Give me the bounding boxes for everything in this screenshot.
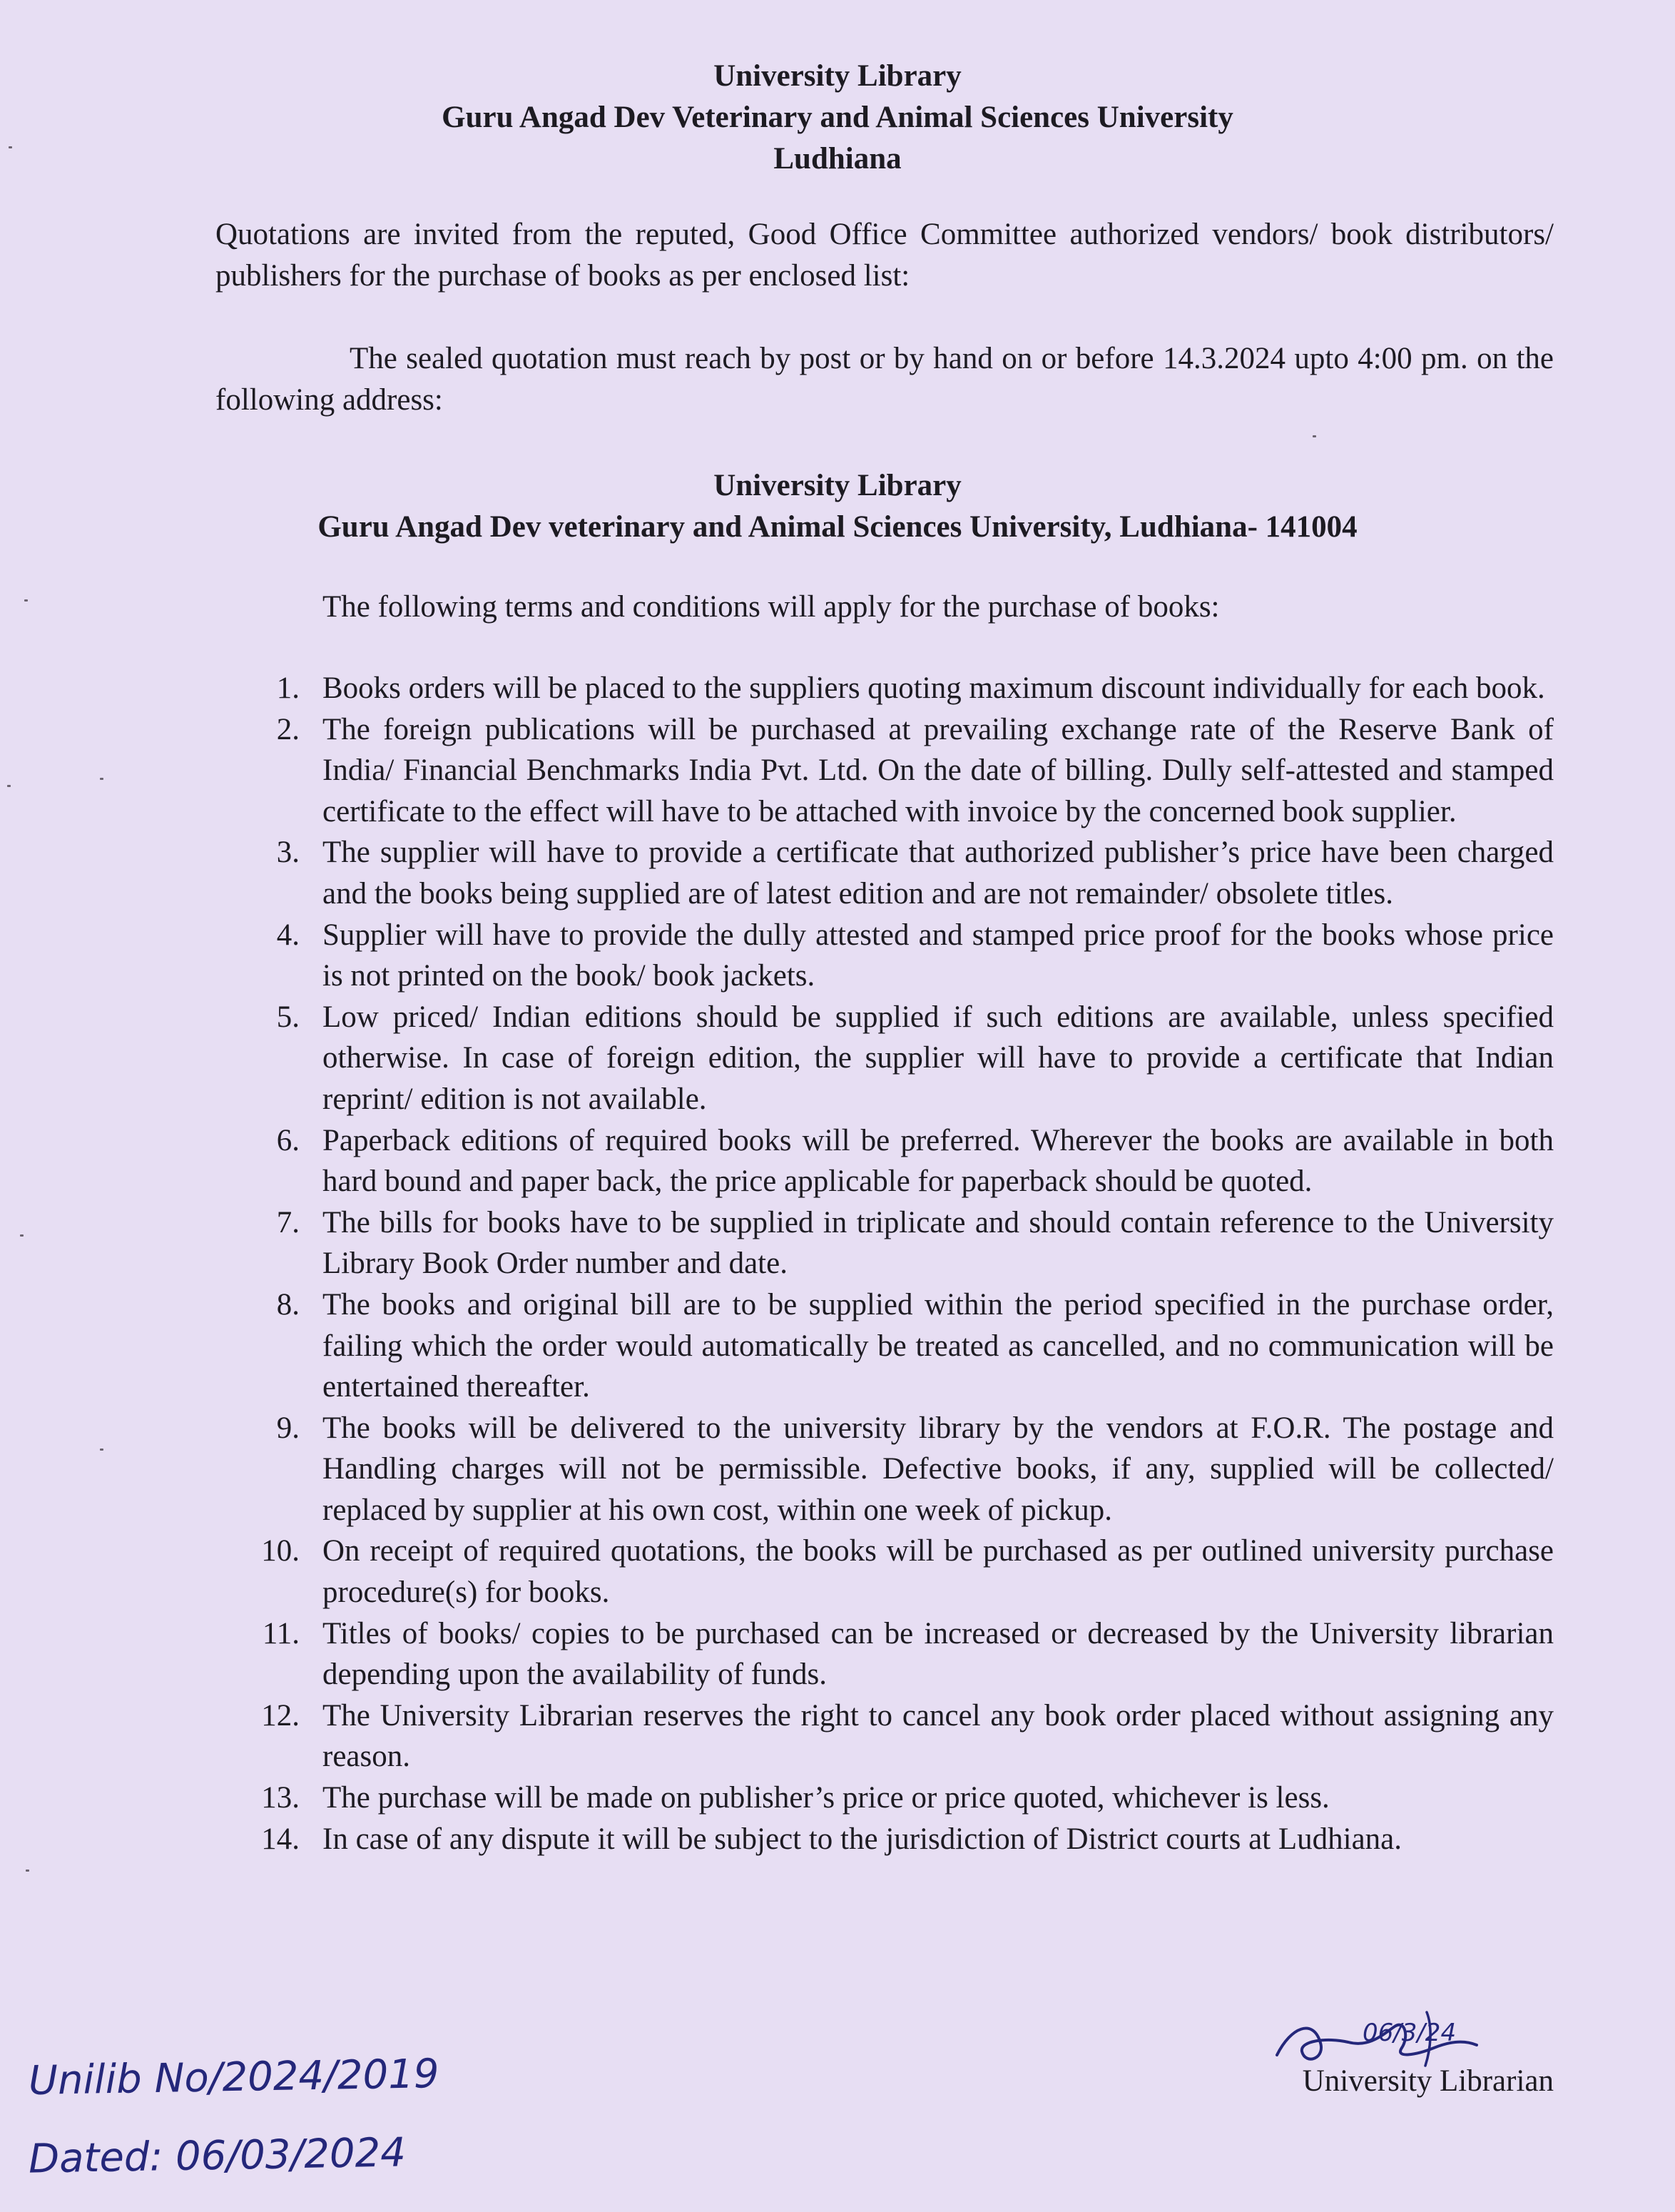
term-number: 14. [261,1822,300,1856]
term-number: 2. [276,712,300,746]
delivery-address [0,465,1675,548]
term-text: Paperback editions of required books will be preferred. Wherever the books are available in both hard bound and paper back, the price applicable for paperback should be quoted. [322,1123,1554,1199]
term-text: On receipt of required quotations, the books will be purchased as per outlined university purchase procedure(s) for books. [322,1534,1554,1610]
term-number: 7. [276,1205,300,1239]
term-number: 1. [276,671,300,705]
signature-date: 06/3/24 [1363,2019,1457,2047]
term-item [215,1531,1554,1613]
term-number: 4. [276,918,300,952]
term-text: In case of any dispute it will be subject to the jurisdiction of District courts at Ludhiana. [322,1822,1402,1856]
term-text: The books will be delivered to the university library by the vendors at F.O.R. The postage and Handling charges will not be permissible. Defective books, if any, supplied will be collected/ replaced by supplier at his own cost, within one week of pickup. [322,1411,1554,1527]
term-item [215,1408,1554,1531]
term-number: 3. [276,836,300,870]
term-number: 12. [261,1698,300,1732]
scan-speck [100,1449,103,1451]
signatory-title: University Librarian [1302,2064,1554,2098]
scan-speck [26,1869,29,1872]
intro-paragraph: Quotations are invited from the reputed, Good Office Committee authorized vendors/ book distributors/ publishers for the purchase of books as per enclosed list: [215,218,1554,293]
term-text: The foreign publications will be purchased at prevailing exchange rate of the Reserve Bank of India/ Financial Benchmarks India Pvt. Ltd. On the date of billing. Dully self-attested and stamped certificate to the effect will have to be attached with invoice by the concerned book supplier. [322,712,1554,828]
term-number: 10. [261,1534,300,1568]
term-text: Supplier will have to provide the dully attested and stamped price proof for the books whose price is not printed on the book/ book jackets. [322,918,1554,993]
term-text: Low priced/ Indian editions should be supplied if such editions are available, unless specified otherwise. In case of foreign edition, the supplier will have to provide a certificate that Indian reprint/ edition is not available. [322,1000,1554,1116]
term-text: The bills for books have to be supplied in triplicate and should contain reference to the University Library Book Order number and date. [322,1205,1554,1281]
term-item [215,1120,1554,1202]
scan-speck [9,146,12,148]
term-text: The purchase will be made on publisher’s price or price quoted, whichever is less. [322,1781,1330,1815]
letterhead [0,56,1675,180]
term-number: 9. [276,1411,300,1445]
address-library: University Library [713,469,962,502]
handwritten-reference: Unilib No/2024/2019 [28,2050,439,2105]
term-text: The books and original bill are to be supplied within the period specified in the purchase order, failing which the order would automatically be treated as cancelled, and no communication will be entertained thereafter. [322,1287,1554,1404]
deadline-paragraph: The sealed quotation must reach by post or by hand on or before 14.3.2024 upto 4:00 pm. on the following address: [215,342,1554,417]
term-number: 13. [261,1781,300,1815]
term-item [215,1284,1554,1408]
term-item [215,1777,1554,1819]
term-item [215,1819,1554,1860]
term-item [215,1613,1554,1695]
scan-speck [100,778,103,780]
term-text: The University Librarian reserves the right to cancel any book order placed without assigning any reason. [322,1698,1554,1774]
term-item [215,668,1554,709]
term-text: Titles of books/ copies to be purchased can be increased or decreased by the University librarian depending upon the availability of funds. [322,1616,1554,1692]
letterhead-university: Guru Angad Dev Veterinary and Animal Sciences University [442,101,1233,134]
scan-speck [20,1234,24,1237]
letterhead-city: Ludhiana [773,142,902,176]
term-item [215,997,1554,1120]
term-text: Books orders will be placed to the suppliers quoting maximum discount individually for each book. [322,671,1545,705]
terms-intro: The following terms and conditions will apply for the purchase of books: [322,590,1220,624]
term-number: 11. [262,1616,300,1650]
letterhead-library: University Library [713,59,962,93]
address-university: Guru Angad Dev veterinary and Animal Sciences University, Ludhiana- 141004 [317,510,1358,544]
term-item [215,915,1554,997]
term-number: 6. [276,1123,300,1157]
scan-speck [24,599,28,602]
scan-speck [7,785,11,787]
handwritten-date: Dated: 06/03/2024 [28,2129,407,2183]
term-number: 5. [276,1000,300,1034]
term-item [215,709,1554,833]
term-number: 8. [276,1287,300,1321]
scan-speck [1313,435,1316,437]
term-text: The supplier will have to provide a certificate that authorized publisher’s price have been charged and the books being supplied are of latest edition and are not remainder/ obsolete titles. [322,836,1554,910]
term-item [215,1695,1554,1777]
term-item [215,832,1554,914]
terms-list [215,668,1554,1860]
term-item [215,1202,1554,1284]
